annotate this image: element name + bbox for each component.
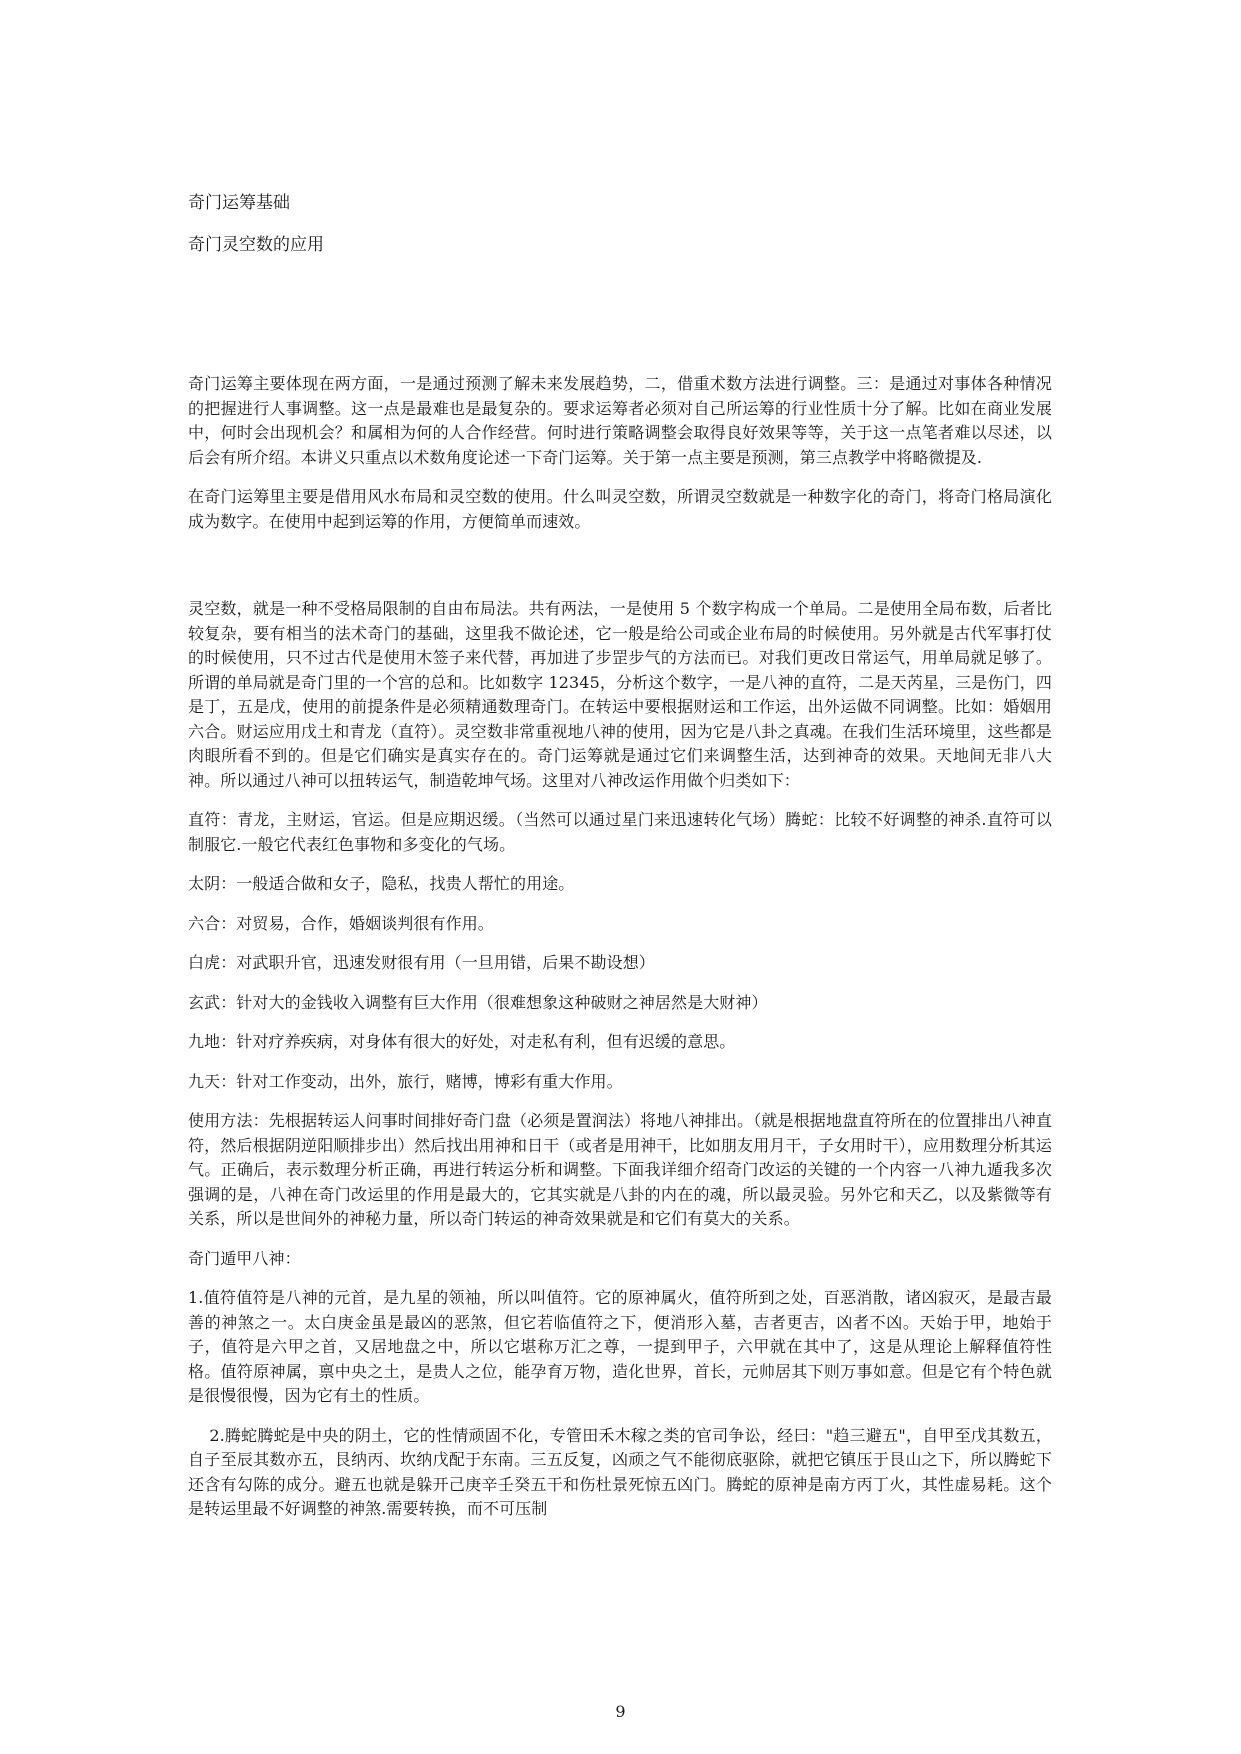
paragraph: 奇门运筹主要体现在两方面，一是通过预测了解未来发展趋势，二，借重术数方法进行调整。三：是通过对事体各种情况的把握进行人事调整。这一点是最难也是最复杂的。要求运筹者必须对自己所运筹的行业性质十分了解。比如在商业发展中，何时会出现机会？和属相为何的人合作经营。何时进行策略调整会取得良好效果等等，关于这一点笔者难以尽述，以后会有所介绍。本讲义只重点以术数角度论述一下奇门运筹。关于第一点主要是预测，第三点教学中将略微提及. bbox=[188, 374, 1052, 467]
section-heading: 奇门遁甲八神： bbox=[188, 1248, 301, 1268]
spacer bbox=[188, 274, 1052, 372]
paragraph: 白虎：对武职升官，迅速发财很有用（一旦用错，后果不勘设想） bbox=[188, 953, 655, 972]
document-title: 奇门运筹基础 bbox=[188, 193, 290, 213]
paragraph: 六合：对贸易，合作，婚姻谈判很有作用。 bbox=[188, 913, 494, 933]
paragraph: 灵空数，就是一种不受格局限制的自由布局法。共有两法，一是使用 5 个数字构成一个单局。二是使用全局布数，后者比较复杂，要有相当的法术奇门的基础，这里我不做论述，它一般是给公司或企业布局的时候使用。另外就是古代军事打仗的时候使用，只不过古代是使用木签子来代替，再加进了步罡步气的方法而已。对我们更改日常运气，用单局就足够了。所谓的单局就是奇门里的一个宫的总和。比如数字 12345，分析这个数字，一是八神的直符，二是天芮星，三是伤门，四是丁，五是戊，使用的前提条件是必须精通数理奇门。在转运中要根据财运和工作运，出外运做不同调整。比如：婚姻用六合。财运应用戊土和青龙（直符）。灵空数非常重视地八神的使用，因为它是八卦之真魂。在我们生活环境里，这些都是肉眼所看不到的。但是它们确实是真实存在的。奇门运筹就是通过它们来调整生活，达到神奇的效果。天地间无非八大神。所以通过八神可以扭转运气，制造乾坤气场。这里对八神改运作用做个归类如下： bbox=[188, 599, 1052, 790]
page-number: 9 bbox=[615, 1702, 626, 1721]
paragraph: 九天：针对工作变动，出外，旅行，赌博，博彩有重大作用。 bbox=[188, 1071, 623, 1091]
paragraph: 玄武：针对大的金钱收入调整有巨大作用（很难想象这种破财之神居然是大财神） bbox=[188, 992, 768, 1012]
spacer bbox=[188, 549, 1052, 597]
paragraph: 太阴：一般适合做和女子，隐私，找贵人帮忙的用途。 bbox=[188, 874, 575, 893]
paragraph: 使用方法：先根据转运人问事时间排好奇门盘（必须是置润法）将地八神排出。（就是根据地盘直符所在的位置排出八神直符，然后根据阴逆阳顺排步出）然后找出用神和日干（或者是用神干，比如朋友用月干，子女用时干），应用数理分析其运气。正确后，表示数理分析正确，再进行转运分析和调整。下面我详细介绍奇门改运的关键的一个内容一八神九遁我多次强调的是，八神在奇门改运里的作用是最大的，它其实就是八卦的内在的魂，所以最灵验。另外它和天乙，以及紫微等有关系，所以是世间外的神秘力量，所以奇门转运的神奇效果就是和它们有莫大的关系。 bbox=[188, 1111, 1052, 1228]
paragraph: 2.腾蛇腾蛇是中央的阴土，它的性情顽固不化，专管田禾木稼之类的官司争讼，经曰："趋三避五"，自甲至戊其数五，自子至辰其数亦五，艮纳丙、坎纳戊配于东南。三五反复，凶顽之气不能彻底驱除，就把它镇压于艮山之下，所以腾蛇下还含有勾陈的成分。避五也就是躲开己庚辛壬癸五干和伤杜景死惊五凶门。腾蛇的原神是南方丙丁火，其性虚易耗。这个是转运里最不好调整的神煞.需要转换，而不可压制 bbox=[188, 1425, 1052, 1518]
document-subtitle: 奇门灵空数的应用 bbox=[188, 235, 324, 255]
page-content bbox=[188, 190, 1052, 1537]
paragraph: 1.值符值符是八神的元首，是九星的领袖，所以叫值符。它的原神属火，值符所到之处，百恶消散，诸凶寂灭，是最吉最善的神煞之一。太白庚金虽是最凶的恶煞，但它若临值符之下，便消形入墓，吉者更吉，凶者不凶。天始于甲，地始于子，值符是六甲之首，又居地盘之中，所以它堪称万汇之尊，一提到甲子，六甲就在其中了，这是从理论上解释值符性格。值符原神属，禀中央之土，是贵人之位，能孕育万物，造化世界，首长，元帅居其下则万事如意。但是它有个特色就是很慢很慢，因为它有土的性质。 bbox=[188, 1288, 1052, 1405]
paragraph: 九地：针对疗养疾病，对身体有很大的好处，对走私有利，但有迟缓的意思。 bbox=[188, 1032, 736, 1051]
paragraph: 在奇门运筹里主要是借用风水布局和灵空数的使用。什么叫灵空数，所谓灵空数就是一种数字化的奇门，将奇门格局演化成为数字。在使用中起到运筹的作用，方便简单而速效。 bbox=[188, 487, 1052, 531]
paragraph: 直符：青龙，主财运，官运。但是应期迟缓。（当然可以通过星门来迅速转化气场）腾蛇：比较不好调整的神杀.直符可以制服它.一般它代表红色事物和多变化的气场。 bbox=[188, 810, 1052, 854]
